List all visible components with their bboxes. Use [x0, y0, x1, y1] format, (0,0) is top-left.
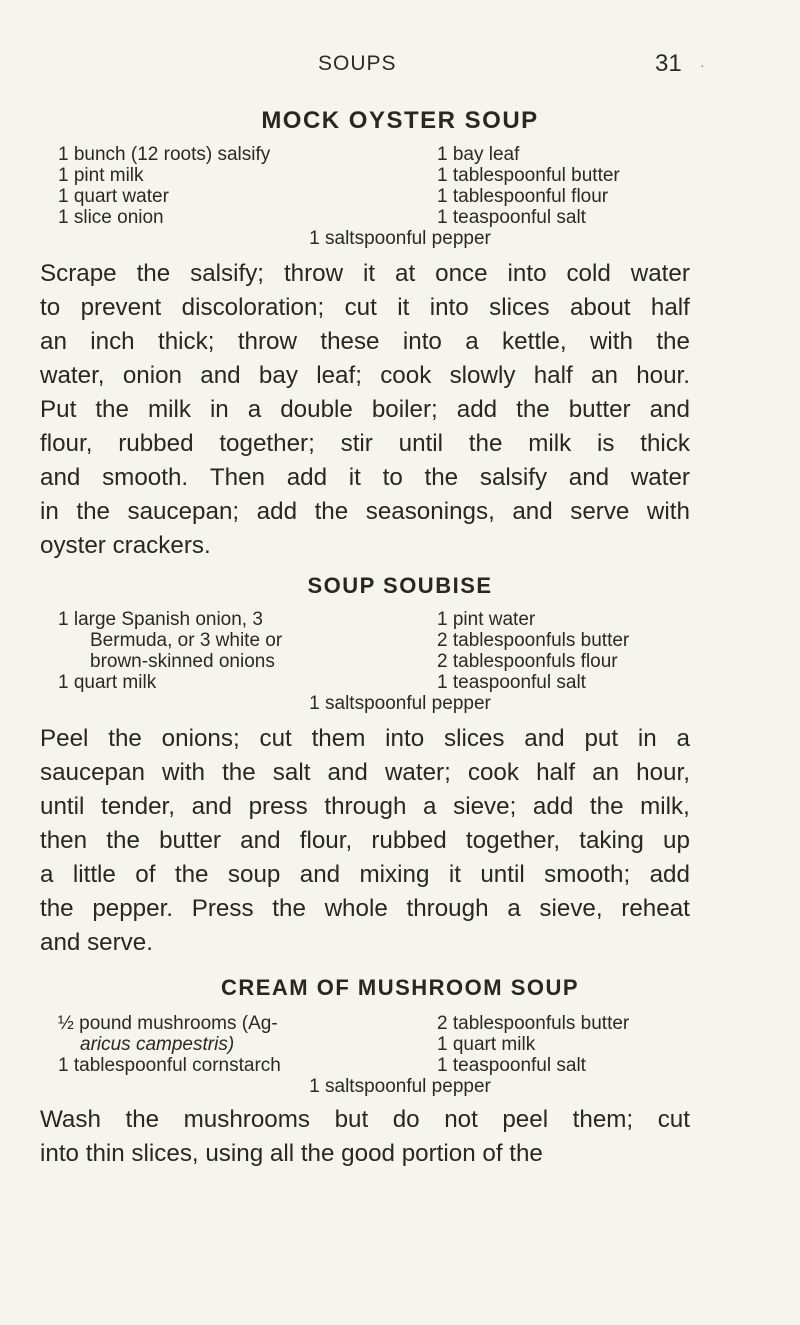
word: mixing: [359, 861, 430, 888]
word: and: [568, 464, 610, 491]
word: mushrooms: [183, 1106, 311, 1133]
ingredient-center: 1 saltspoonful pepper: [309, 1076, 491, 1097]
word: put: [584, 725, 619, 752]
word: Put: [40, 396, 77, 423]
ingredient: 1 bunch (12 roots) salsify: [58, 144, 271, 165]
ingredient: 1 tablespoonful butter: [437, 165, 620, 186]
word: thick: [640, 430, 690, 457]
word: and: [649, 396, 690, 423]
word: milk: [528, 430, 572, 457]
word: add: [256, 498, 298, 525]
ingredient: 1 quart milk: [58, 672, 157, 693]
word: with: [589, 328, 633, 355]
recipe-directions: [40, 1103, 690, 1171]
recipe-directions: [40, 722, 690, 960]
word: and: [512, 498, 553, 525]
word: into: [402, 328, 442, 355]
text-line: [40, 858, 690, 892]
word: the: [314, 498, 349, 525]
word: it: [363, 260, 376, 287]
word: rubbed: [118, 430, 194, 457]
word: onion: [122, 362, 182, 389]
word: inch: [90, 328, 135, 355]
section-title: SOUPS: [318, 52, 397, 75]
word: water,: [40, 362, 105, 389]
word: discoloration;: [181, 294, 325, 321]
ingredient: 1 tablespoonful flour: [437, 186, 609, 207]
word: saucepan: [40, 759, 145, 786]
word: these: [320, 328, 380, 355]
word: water: [630, 260, 690, 287]
word: together;: [219, 430, 315, 457]
word: bay: [258, 362, 298, 389]
word: at: [395, 260, 416, 287]
word: half: [650, 294, 690, 321]
ingredients-left: [58, 1013, 281, 1076]
ingredient: 1 tablespoonful cornstarch: [58, 1055, 281, 1076]
word: cold: [566, 260, 611, 287]
word: add: [532, 793, 574, 820]
word: up: [663, 827, 690, 854]
word: throw: [283, 260, 344, 287]
word: little: [72, 861, 116, 888]
word: salsify: [479, 464, 548, 491]
word: saucepan;: [127, 498, 240, 525]
ingredient: 1 slice onion: [58, 207, 164, 228]
word: the: [656, 328, 690, 355]
margin-dot: ·: [700, 60, 705, 75]
word: an: [40, 328, 67, 355]
word: Then: [209, 464, 265, 491]
ingredients-right: [437, 609, 629, 693]
word: the: [106, 827, 140, 854]
word: water: [630, 464, 690, 491]
word: a: [507, 895, 521, 922]
word: them: [311, 725, 366, 752]
ingredient: 1 quart water: [58, 186, 169, 207]
word: an: [591, 362, 618, 389]
word: press: [248, 793, 308, 820]
word: and: [40, 464, 81, 491]
page-number: 31: [655, 50, 682, 77]
word: the: [516, 396, 550, 423]
ingredients-right: [437, 144, 620, 228]
ingredient-center: 1 saltspoonful pepper: [309, 228, 491, 249]
word: sieve;: [453, 793, 517, 820]
ingredient: ½ pound mushrooms (Ag-: [58, 1013, 278, 1034]
word: and: [524, 725, 565, 752]
word: add: [286, 464, 328, 491]
word: until: [40, 793, 85, 820]
ingredient: 2 tablespoonfuls butter: [437, 1013, 630, 1034]
word: a: [465, 328, 479, 355]
word: in: [637, 725, 657, 752]
ingredient: 1 pint milk: [58, 165, 144, 186]
word: butter: [159, 827, 221, 854]
word: and: [191, 793, 232, 820]
text-line: [40, 393, 690, 427]
word: slices: [489, 294, 550, 321]
word: the: [76, 498, 110, 525]
text-line: [40, 495, 690, 529]
word: milk: [147, 396, 191, 423]
ingredients-left: [58, 609, 282, 693]
word: add: [649, 861, 690, 888]
word: with: [161, 759, 205, 786]
word: cut: [657, 1106, 690, 1133]
word: an: [592, 759, 620, 786]
word: Scrape: [40, 260, 117, 287]
word: to: [40, 294, 61, 321]
word: a: [676, 725, 690, 752]
word: water;: [384, 759, 451, 786]
word: with: [646, 498, 690, 525]
running-head: [0, 52, 800, 82]
ingredient: 2 tablespoonfuls butter: [437, 630, 630, 651]
ingredient: 2 tablespoonfuls flour: [437, 651, 618, 672]
word: a: [247, 396, 262, 423]
ingredients-left: [58, 144, 270, 228]
word: and: [299, 861, 341, 888]
recipe-title-cream-of-mushroom-soup: CREAM OF MUSHROOM SOUP: [220, 975, 580, 1000]
word: salt: [272, 759, 311, 786]
word: a: [423, 793, 437, 820]
word: tender,: [101, 793, 175, 820]
word: through: [324, 793, 407, 820]
word: kettle,: [502, 328, 567, 355]
word: together,: [465, 827, 561, 854]
word: and: [200, 362, 241, 389]
word: smooth.: [102, 464, 189, 491]
word: rubbed: [371, 827, 447, 854]
word: seasonings,: [365, 498, 495, 525]
text-line: oyster crackers.: [40, 532, 211, 559]
word: the: [125, 1106, 160, 1133]
ingredient: 1 pint water: [437, 609, 536, 630]
word: thick;: [158, 328, 215, 355]
word: it: [397, 294, 410, 321]
ingredient: aricus campestris): [80, 1034, 235, 1055]
word: flour,: [40, 430, 93, 457]
ingredient-center: 1 saltspoonful pepper: [309, 693, 491, 714]
text-line: [40, 722, 690, 756]
word: throw: [237, 328, 297, 355]
text-line: [40, 790, 690, 824]
word: boiler;: [371, 396, 438, 423]
word: hour.: [636, 362, 690, 389]
word: reheat: [621, 895, 690, 922]
word: slices: [443, 725, 505, 752]
word: sieve,: [539, 895, 603, 922]
word: but: [334, 1106, 369, 1133]
word: them;: [572, 1106, 634, 1133]
word: about: [569, 294, 631, 321]
ingredient: 1 large Spanish onion, 3: [58, 609, 263, 630]
text-line: [40, 756, 690, 790]
word: the: [95, 396, 129, 423]
word: salsify;: [190, 260, 265, 287]
text-line: [40, 291, 690, 325]
word: not: [444, 1106, 478, 1133]
ingredient: 1 teaspoonful salt: [437, 672, 586, 693]
word: do: [392, 1106, 420, 1133]
word: pepper.: [92, 895, 174, 922]
word: the: [108, 725, 142, 752]
word: double: [280, 396, 353, 423]
text-line: [40, 461, 690, 495]
word: into: [507, 260, 547, 287]
word: slowly: [449, 362, 516, 389]
word: of: [135, 861, 156, 888]
word: the: [136, 260, 171, 287]
word: a: [40, 861, 54, 888]
word: taking: [579, 827, 644, 854]
word: the: [174, 861, 209, 888]
word: and: [240, 827, 281, 854]
word: Peel: [40, 725, 89, 752]
ingredient: brown-skinned onions: [90, 651, 275, 672]
word: whole: [324, 895, 388, 922]
word: the: [272, 895, 306, 922]
word: the: [468, 430, 503, 457]
word: half: [533, 362, 573, 389]
word: cut: [259, 725, 292, 752]
word: cook: [380, 362, 432, 389]
ingredient: 1 bay leaf: [437, 144, 520, 165]
word: butter: [568, 396, 631, 423]
word: it: [348, 464, 361, 491]
word: in: [40, 498, 59, 525]
word: milk,: [640, 793, 690, 820]
word: the: [589, 793, 624, 820]
word: cook: [467, 759, 519, 786]
recipe-title-soup-soubise: SOUP SOUBISE: [307, 573, 493, 598]
word: once: [435, 260, 488, 287]
word: the: [40, 895, 74, 922]
word: half: [536, 759, 576, 786]
word: then: [40, 827, 88, 854]
word: peel: [502, 1106, 549, 1133]
ingredient: 1 teaspoonful salt: [437, 207, 586, 228]
word: flour,: [299, 827, 353, 854]
word: stir: [340, 430, 373, 457]
text-line: [40, 1103, 690, 1137]
word: Press: [191, 895, 254, 922]
word: the: [222, 759, 256, 786]
recipe-title-mock-oyster-soup: MOCK OYSTER SOUP: [261, 107, 539, 134]
word: smooth;: [544, 861, 631, 888]
recipe-directions: [40, 257, 690, 563]
word: through: [406, 895, 489, 922]
word: it: [448, 861, 461, 888]
ingredient: Bermuda, or 3 white or: [90, 630, 283, 651]
word: hour,: [636, 759, 690, 786]
word: soup: [227, 861, 281, 888]
text-line: [40, 892, 690, 926]
text-line: [40, 427, 690, 461]
word: Wash: [40, 1106, 101, 1133]
word: is: [596, 430, 615, 457]
word: into: [385, 725, 425, 752]
word: cut: [344, 294, 377, 321]
text-line: [40, 257, 690, 291]
text-line: [40, 359, 690, 393]
word: prevent: [80, 294, 162, 321]
text-line: into thin slices, using all the good portion of the: [40, 1140, 543, 1167]
word: serve: [570, 498, 630, 525]
ingredients-right: [437, 1013, 629, 1076]
ingredient: 1 teaspoonful salt: [437, 1055, 586, 1076]
word: add: [456, 396, 498, 423]
text-line: and serve.: [40, 929, 153, 956]
word: into: [429, 294, 469, 321]
text-line: [40, 824, 690, 858]
word: leaf;: [316, 362, 362, 389]
ingredient: 1 quart milk: [437, 1034, 536, 1055]
word: the: [424, 464, 459, 491]
word: to: [382, 464, 403, 491]
word: in: [209, 396, 229, 423]
text-line: [40, 325, 690, 359]
word: until: [398, 430, 443, 457]
word: and: [327, 759, 368, 786]
word: until: [480, 861, 525, 888]
word: onions;: [161, 725, 240, 752]
